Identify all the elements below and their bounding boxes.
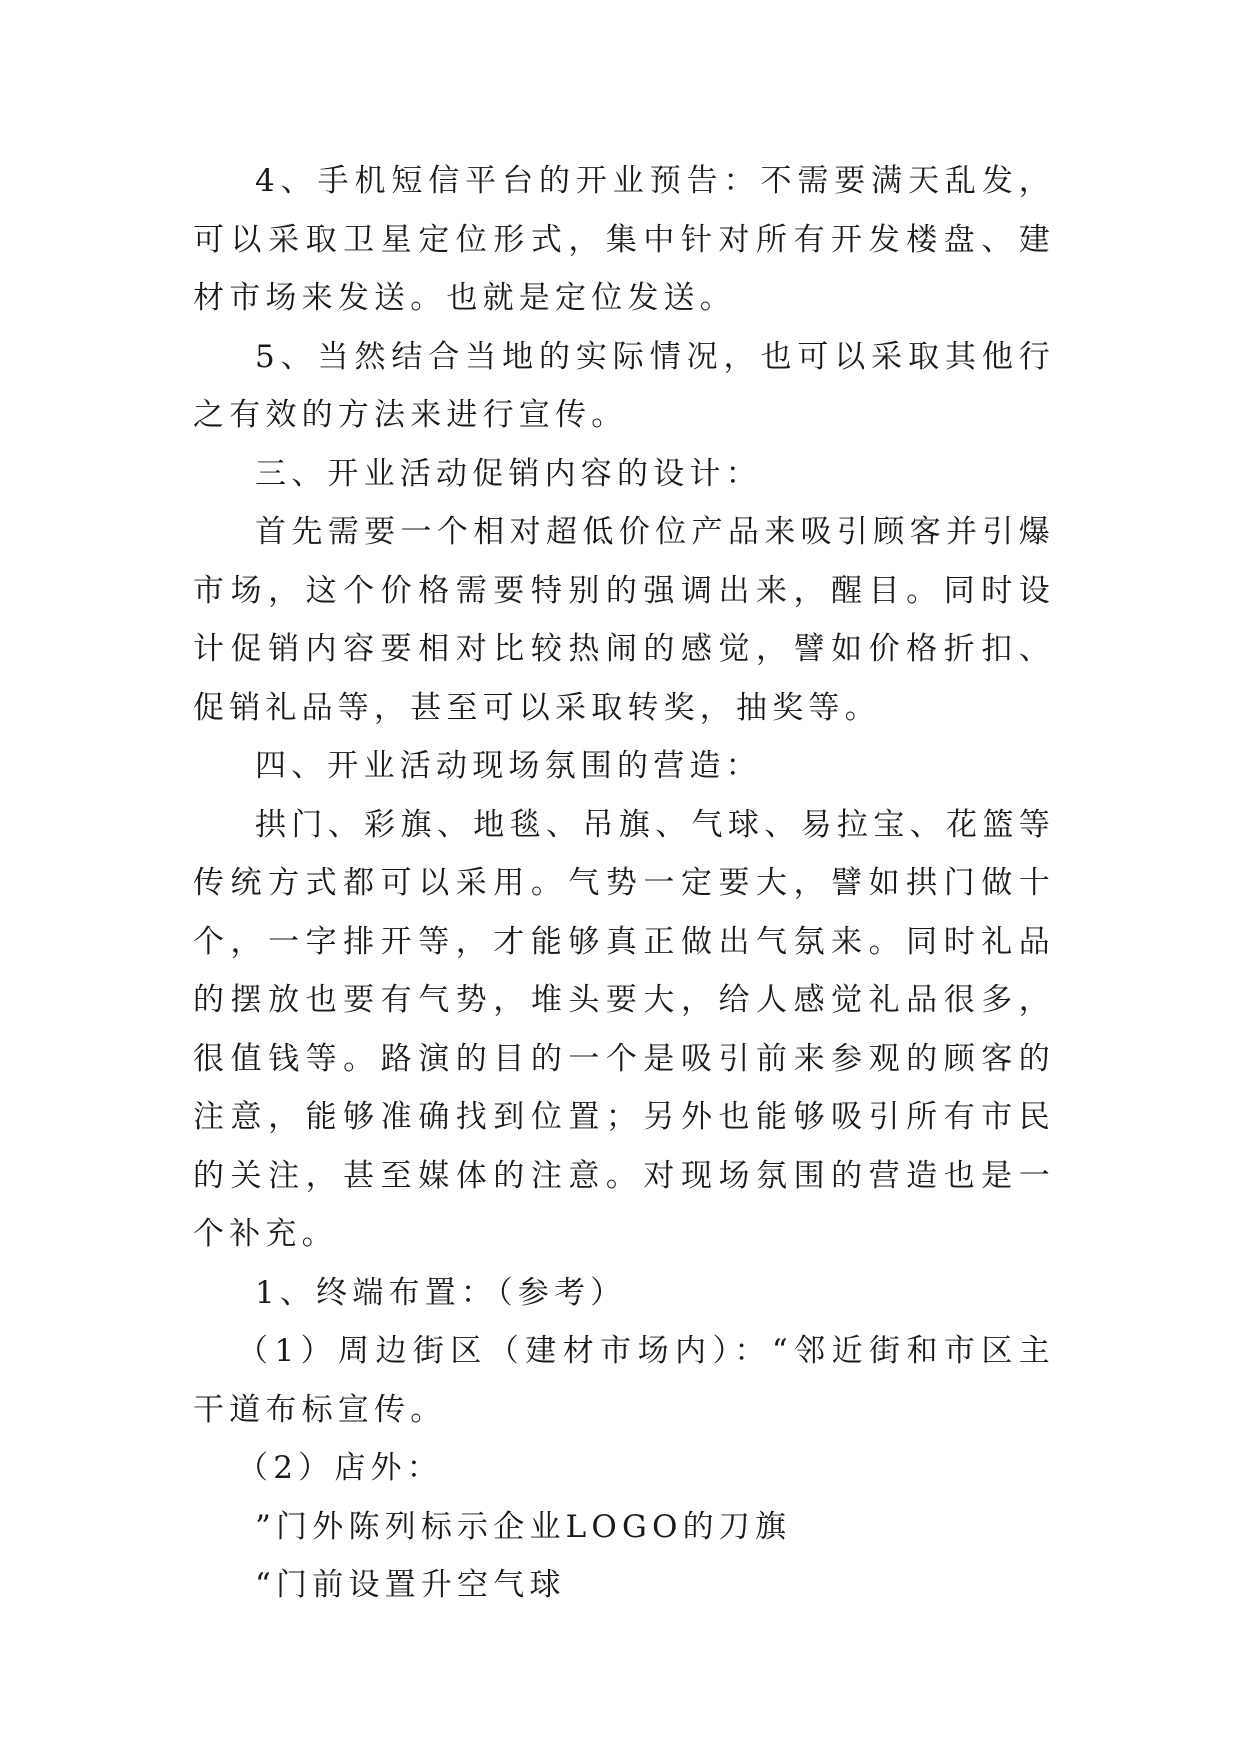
section-heading-atmosphere: 四、开业活动现场氛围的营造： [255,748,762,784]
list-item-surrounding-streets: （1）周边街区（建材市场内）：“邻近街和市区主干道布标宣传。 [193,1333,1055,1428]
list-item-outside-store: （2）店外： [237,1450,443,1486]
list-item-balloons: “门前设置升空气球 [255,1567,566,1603]
section-heading-promotion-design: 三、开业活动促销内容的设计： [255,455,762,492]
subheading-terminal-layout: 1、终端布置：（参考） [255,1274,627,1311]
paragraph-promotion-design: 首先需要一个相对超低价位产品来吸引顾客并引爆市场，这个价格需要特别的强调出来，醒目。同时设计促销内容要相对比较热闹的感觉，譬如价格折扣、促销礼品等，甚至可以采取转奖，抽奖等。 [193,514,1055,726]
list-item-flags: ”门外陈列标示企业LOGO的刀旗 [255,1508,792,1545]
paragraph-atmosphere: 拱门、彩旗、地毯、吊旗、气球、易拉宝、花篮等传统方式都可以采用。气势一定要大，譬如拱门做十个，一字排开等，才能够真正做出气氛来。同时礼品的摆放也要有气势，堆头要大，给人感觉礼品很多，很值钱等。路演的目的一个是吸引前来参观的顾客的注意，能够准确找到位置；另外也能够吸引所有市民的关注，甚至媒体的注意。对现场氛围的营造也是一个补充。 [193,806,1055,1252]
paragraph-sms-preview: 4、手机短信平台的开业预告：不需要满天乱发，可以采取卫星定位形式，集中针对所有开发楼盘、建材市场来发送。也就是定位发送。 [193,163,1055,316]
paragraph-other-methods: 5、当然结合当地的实际情况，也可以采取其他行之有效的方法来进行宣传。 [193,338,1055,433]
document-body [193,152,1055,1615]
